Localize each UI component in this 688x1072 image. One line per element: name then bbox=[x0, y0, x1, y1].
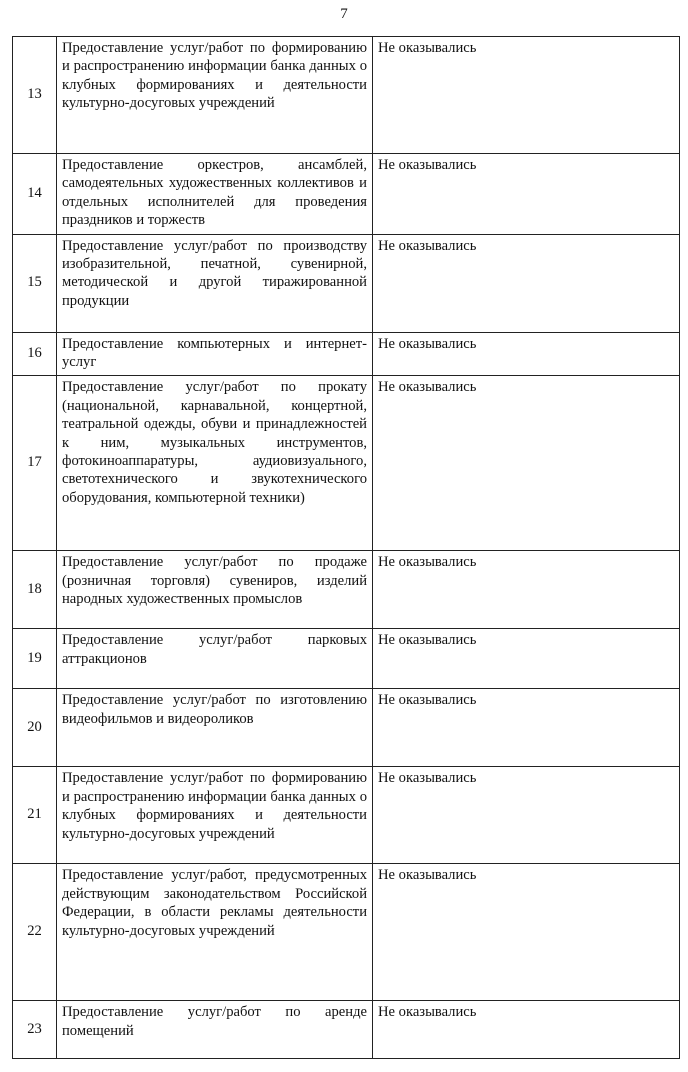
row-number: 15 bbox=[13, 234, 57, 332]
page-number: 7 bbox=[340, 6, 348, 22]
table-row bbox=[13, 37, 680, 154]
row-number: 16 bbox=[13, 332, 57, 376]
row-number: 21 bbox=[13, 767, 57, 864]
row-number: 18 bbox=[13, 551, 57, 629]
service-status: Не оказывались bbox=[373, 154, 680, 235]
row-number: 20 bbox=[13, 689, 57, 767]
table-row bbox=[13, 629, 680, 689]
table-row bbox=[13, 864, 680, 1001]
row-number: 14 bbox=[13, 154, 57, 235]
service-description: Предоставление оркестров, ансамблей, самодеятельных художественных коллективов и отдельных исполнителей для проведения праздников и торжеств bbox=[57, 154, 373, 235]
service-status: Не оказывались bbox=[373, 864, 680, 1001]
table-row bbox=[13, 154, 680, 235]
table-row bbox=[13, 332, 680, 376]
service-status: Не оказывались bbox=[373, 332, 680, 376]
row-number: 17 bbox=[13, 376, 57, 551]
table-row bbox=[13, 551, 680, 629]
row-number: 19 bbox=[13, 629, 57, 689]
service-description: Предоставление услуг/работ по прокату (национальной, карнавальной, концертной, театральной одежды, обуви и принадлежностей к ним, музыкальных инструментов, фотокиноаппаратуры, аудиовизуального, светотехнического и звукотехнического оборудования, компьютерной техники) bbox=[57, 376, 373, 551]
service-status: Не оказывались bbox=[373, 376, 680, 551]
service-description: Предоставление услуг/работ по аренде помещений bbox=[57, 1001, 373, 1059]
service-description: Предоставление услуг/работ, предусмотренных действующим законодательством Российской Федерации, в области рекламы деятельности культурно-досуговых учреждений bbox=[57, 864, 373, 1001]
service-description: Предоставление услуг/работ по производству изобразительной, печатной, сувенирной, методической и другой тиражированной продукции bbox=[57, 234, 373, 332]
service-status: Не оказывались bbox=[373, 629, 680, 689]
table-row bbox=[13, 689, 680, 767]
service-description: Предоставление компьютерных и интернет-услуг bbox=[57, 332, 373, 376]
service-status: Не оказывались bbox=[373, 551, 680, 629]
service-status: Не оказывались bbox=[373, 37, 680, 154]
service-description: Предоставление услуг/работ парковых аттракционов bbox=[57, 629, 373, 689]
table-row bbox=[13, 376, 680, 551]
table-row bbox=[13, 1001, 680, 1059]
service-status: Не оказывались bbox=[373, 1001, 680, 1059]
service-status: Не оказывались bbox=[373, 767, 680, 864]
services-table bbox=[12, 36, 680, 1059]
service-description: Предоставление услуг/работ по формированию и распространению информации банка данных о клубных формированиях и деятельности культурно-досуговых учреждений bbox=[57, 767, 373, 864]
row-number: 22 bbox=[13, 864, 57, 1001]
row-number: 23 bbox=[13, 1001, 57, 1059]
table-row bbox=[13, 234, 680, 332]
service-status: Не оказывались bbox=[373, 689, 680, 767]
table-row bbox=[13, 767, 680, 864]
service-description: Предоставление услуг/работ по продаже (розничная торговля) сувениров, изделий народных художественных промыслов bbox=[57, 551, 373, 629]
service-description: Предоставление услуг/работ по изготовлению видеофильмов и видеороликов bbox=[57, 689, 373, 767]
row-number: 13 bbox=[13, 37, 57, 154]
service-status: Не оказывались bbox=[373, 234, 680, 332]
service-description: Предоставление услуг/работ по формированию и распространению информации банка данных о клубных формированиях и деятельности культурно-досуговых учреждений bbox=[57, 37, 373, 154]
